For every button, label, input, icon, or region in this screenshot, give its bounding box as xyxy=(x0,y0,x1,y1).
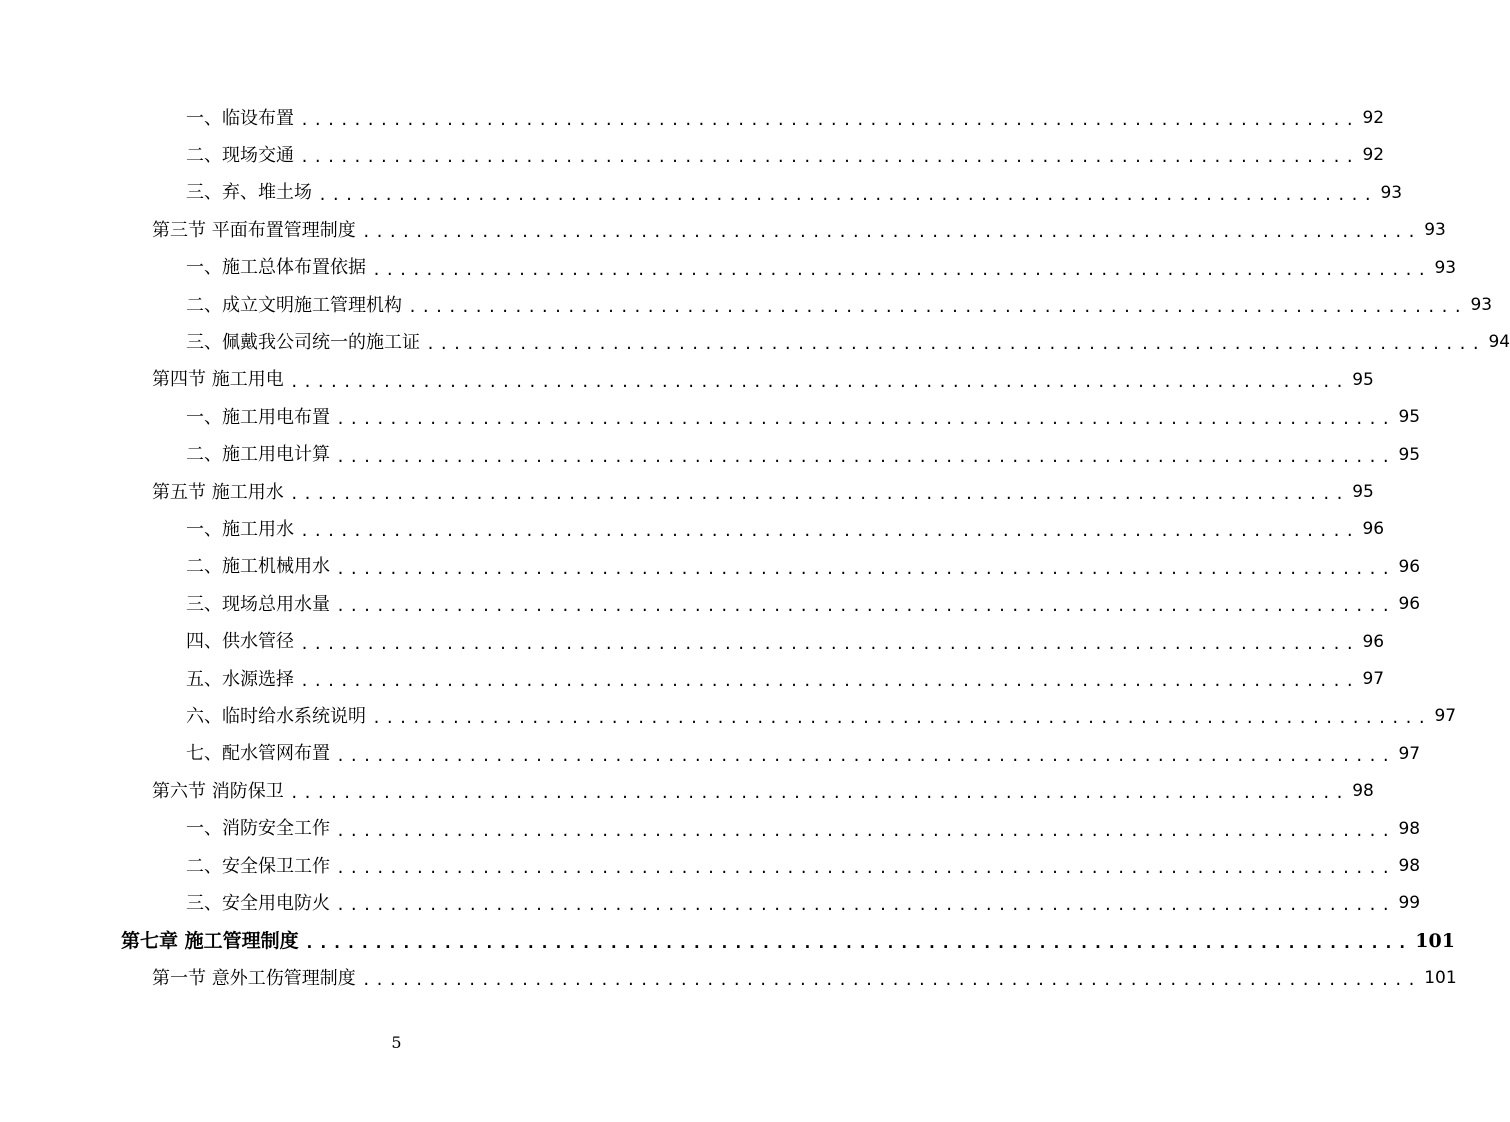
toc-leader-dots: ................................................................................ xyxy=(372,709,1431,728)
toc-entry-title: 二、成立文明施工管理机构 xyxy=(186,294,402,316)
toc-entry-title: 第一节 意外工伤管理制度 xyxy=(152,967,356,989)
toc-leader-dots: ................................................................................ xyxy=(361,971,1421,990)
toc-leader-dots: ................................................................................ xyxy=(300,634,1359,653)
toc-entry-title: 四、供水管径 xyxy=(186,631,294,653)
toc-entry-page: 93 xyxy=(1470,295,1493,315)
toc-entry[interactable] xyxy=(0,250,1457,287)
toc-leader-dots: ................................................................................ xyxy=(289,485,1349,503)
toc-entry-title: 五、水源选择 xyxy=(186,668,294,690)
toc-entry-page: 95 xyxy=(1352,482,1374,502)
toc-entry[interactable] xyxy=(0,586,1421,623)
toc-leader-dots: ................................................................................ xyxy=(289,372,1349,391)
page-number: 5 xyxy=(391,1033,402,1052)
toc-entry[interactable] xyxy=(0,362,1374,399)
toc-entry-page: 95 xyxy=(1398,407,1421,428)
toc-entry[interactable] xyxy=(0,100,1385,137)
toc-entry-title: 一、施工用水 xyxy=(186,518,294,540)
toc-entry[interactable] xyxy=(0,287,1493,324)
toc-entry-title: 二、安全保卫工作 xyxy=(186,855,330,877)
toc-entry-page: 92 xyxy=(1362,145,1385,166)
toc-entry[interactable] xyxy=(0,811,1421,848)
toc-entry-page: 98 xyxy=(1398,818,1421,839)
toc-entry-page: 99 xyxy=(1398,893,1421,914)
toc-entry[interactable] xyxy=(0,624,1385,661)
toc-entry-page: 96 xyxy=(1362,519,1385,540)
toc-entry-title: 一、消防安全工作 xyxy=(186,818,330,840)
toc-entry-page: 101 xyxy=(1424,968,1457,989)
toc-entry-page: 96 xyxy=(1398,556,1421,577)
toc-entry-title: 一、施工总体布置依据 xyxy=(186,257,366,279)
toc-leader-dots: ................................................................................ xyxy=(300,148,1359,167)
toc-leader-dots: ................................................................................ xyxy=(318,185,1377,204)
toc-entry-title: 三、弃、堆土场 xyxy=(186,182,312,204)
table-of-contents xyxy=(0,100,1510,990)
toc-entry[interactable] xyxy=(0,399,1421,436)
toc-entry[interactable] xyxy=(0,661,1385,698)
toc-entry-title: 七、配水管网布置 xyxy=(186,743,330,765)
toc-entry[interactable] xyxy=(0,511,1385,548)
toc-entry[interactable] xyxy=(0,137,1385,174)
toc-entry-page: 93 xyxy=(1424,220,1446,241)
toc-entry-title: 第五节 施工用水 xyxy=(152,481,284,503)
toc-entry-title: 二、现场交通 xyxy=(186,144,294,166)
toc-leader-dots: ................................................................................ xyxy=(289,784,1349,803)
toc-leader-dots: ................................................................................ xyxy=(300,111,1359,129)
toc-entry[interactable] xyxy=(0,923,1455,960)
toc-entry-title: 三、安全用电防火 xyxy=(186,892,330,914)
toc-entry[interactable] xyxy=(0,698,1457,735)
toc-entry-title: 第四节 施工用电 xyxy=(152,369,284,391)
toc-leader-dots: ................................................................................ xyxy=(336,896,1395,915)
toc-entry[interactable] xyxy=(0,212,1446,249)
toc-entry[interactable] xyxy=(0,324,1510,361)
toc-entry[interactable] xyxy=(0,848,1421,885)
toc-leader-dots: ................................................................................ xyxy=(426,335,1485,354)
toc-entry-title: 一、施工用电布置 xyxy=(186,406,330,428)
toc-leader-dots: ................................................................................ xyxy=(336,859,1395,877)
toc-entry-page: 97 xyxy=(1398,743,1421,764)
toc-entry-title: 三、现场总用水量 xyxy=(186,593,330,615)
toc-entry-page: 96 xyxy=(1362,631,1385,652)
toc-leader-dots: ................................................................................ xyxy=(372,260,1431,279)
toc-entry-page: 96 xyxy=(1398,594,1421,615)
toc-entry[interactable] xyxy=(0,437,1421,474)
toc-entry-page: 93 xyxy=(1434,257,1457,278)
toc-entry[interactable] xyxy=(0,960,1457,997)
toc-entry-page: 95 xyxy=(1352,369,1374,390)
toc-leader-dots: ................................................................................ xyxy=(304,933,1412,953)
toc-entry-page: 94 xyxy=(1488,332,1510,353)
toc-entry-page: 93 xyxy=(1380,182,1403,203)
toc-leader-dots: ................................................................................ xyxy=(336,559,1395,578)
toc-entry-page: 98 xyxy=(1352,781,1374,802)
toc-leader-dots: ................................................................................ xyxy=(336,746,1395,765)
toc-entry[interactable] xyxy=(0,885,1421,922)
toc-leader-dots: ................................................................................ xyxy=(300,672,1359,690)
toc-entry-title: 第七章 施工管理制度 xyxy=(121,929,299,952)
toc-entry-page: 95 xyxy=(1398,444,1421,465)
toc-entry-title: 第六节 消防保卫 xyxy=(152,780,284,802)
toc-leader-dots: ................................................................................ xyxy=(408,298,1467,316)
toc-entry-title: 二、施工机械用水 xyxy=(186,556,330,578)
toc-entry-title: 六、临时给水系统说明 xyxy=(186,705,366,727)
toc-entry[interactable] xyxy=(0,474,1374,511)
toc-entry[interactable] xyxy=(0,773,1374,810)
toc-leader-dots: ................................................................................ xyxy=(336,597,1395,616)
toc-entry-page: 97 xyxy=(1362,669,1385,689)
toc-entry-page: 92 xyxy=(1362,108,1385,128)
toc-leader-dots: ................................................................................ xyxy=(300,522,1359,541)
toc-entry[interactable] xyxy=(0,736,1421,773)
toc-entry-page: 98 xyxy=(1398,856,1421,876)
toc-leader-dots: ................................................................................ xyxy=(336,821,1395,840)
toc-entry-title: 二、施工用电计算 xyxy=(186,444,330,466)
toc-leader-dots: ................................................................................ xyxy=(361,223,1421,242)
toc-entry[interactable] xyxy=(0,175,1403,212)
toc-entry-page: 101 xyxy=(1415,929,1455,952)
toc-leader-dots: ................................................................................ xyxy=(336,447,1395,466)
toc-entry-title: 三、佩戴我公司统一的施工证 xyxy=(186,331,420,353)
toc-leader-dots: ................................................................................ xyxy=(336,410,1395,429)
toc-entry-page: 97 xyxy=(1434,706,1457,727)
toc-entry-title: 第三节 平面布置管理制度 xyxy=(152,219,356,241)
toc-entry[interactable] xyxy=(0,549,1421,586)
toc-entry-title: 一、临设布置 xyxy=(186,107,294,129)
